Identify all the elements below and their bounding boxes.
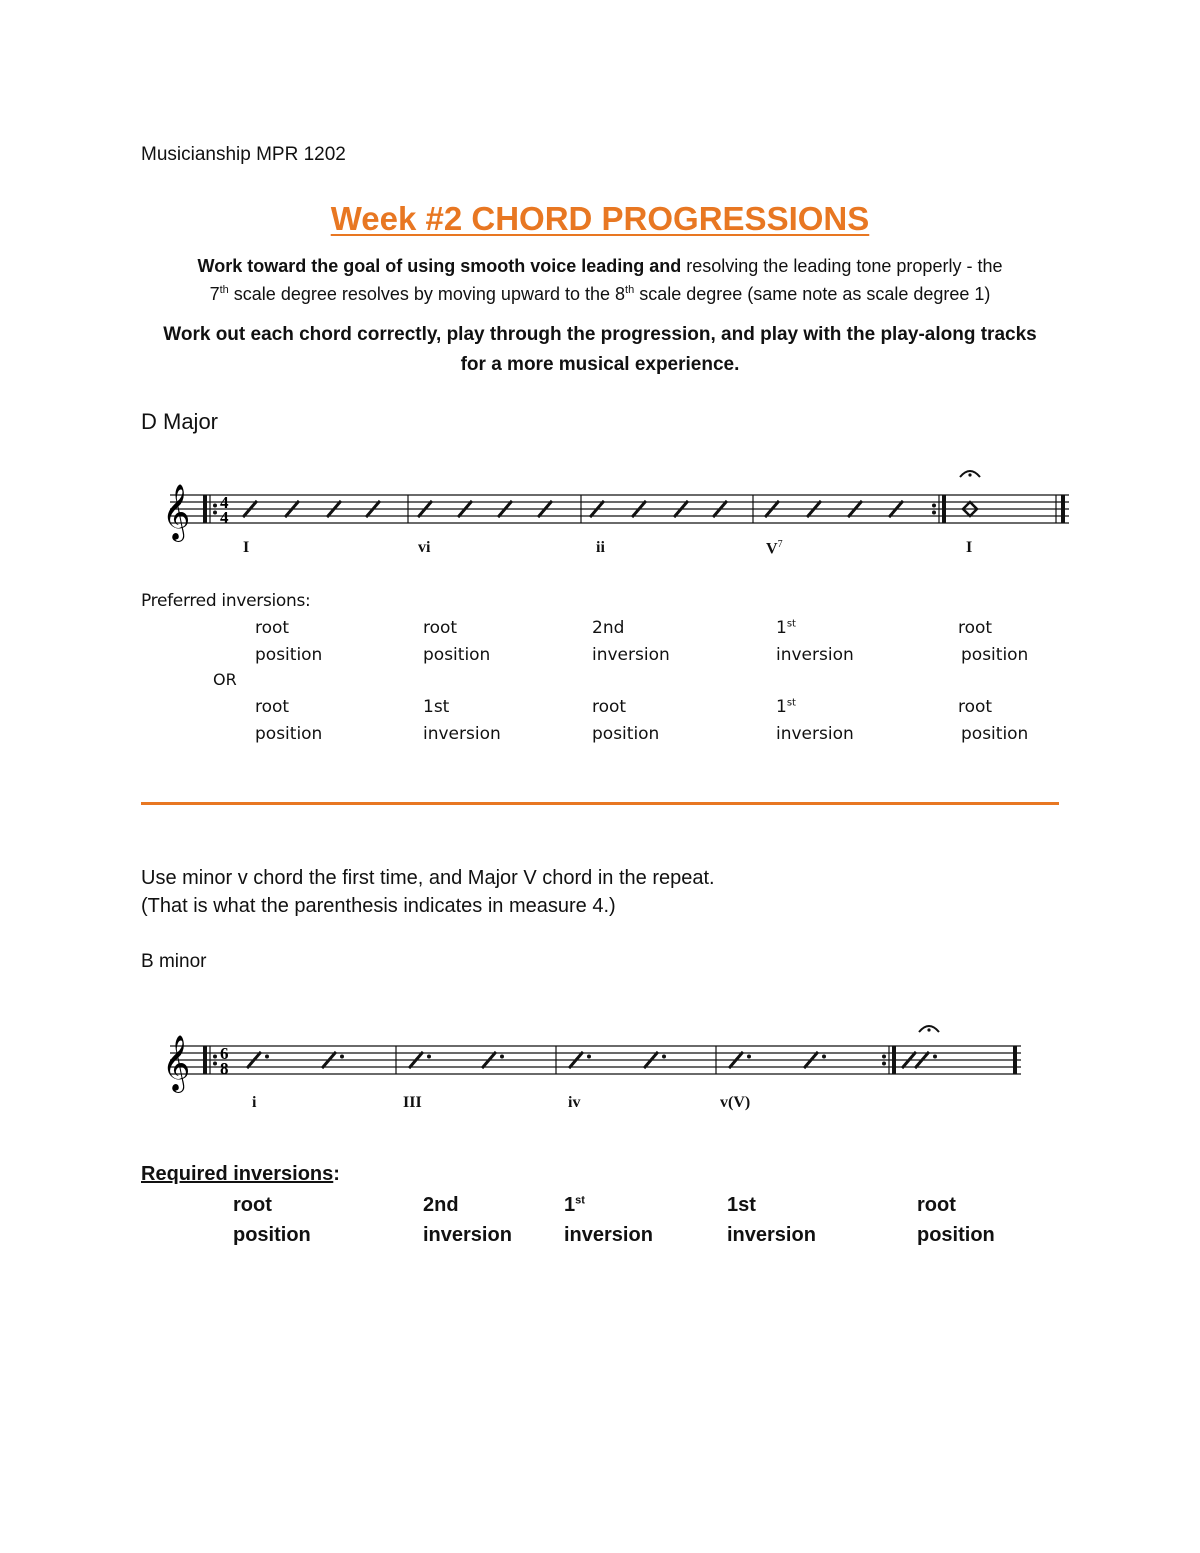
chord-2: vi xyxy=(418,539,431,556)
required-cell: root position xyxy=(233,1194,311,1246)
required-inversions-label: Required inversions: xyxy=(141,1163,340,1185)
staff-d-major xyxy=(160,462,1080,542)
chord-4: $V^7$ xyxy=(766,539,783,558)
or-label: OR xyxy=(213,670,237,689)
minor-major-note: Use minor v chord the first time, and Major V chord in the repeat. (That is what the parenthesis indicates in measure 4.) xyxy=(141,867,715,917)
fermata-icon xyxy=(960,471,980,477)
instructions-text: Work out each chord correctly, play through the progression, and play with the play-along tracks for a more musical experience. xyxy=(163,324,1037,375)
pref2-cell: root position xyxy=(592,697,660,744)
fermata-icon xyxy=(919,1026,939,1032)
time-sig-top: 6 xyxy=(220,1044,229,1063)
pref2-cell: root position xyxy=(958,697,1029,744)
staff-lines xyxy=(170,495,1069,523)
final-barline-thick xyxy=(1061,495,1065,523)
key-heading-d-major: D Major xyxy=(141,409,219,434)
preferred-inversions-label: Preferred inversions: xyxy=(141,591,311,611)
chord-1: i xyxy=(252,1094,257,1111)
final-barline-thick xyxy=(1013,1046,1017,1074)
treble-clef-icon: 𝄞 xyxy=(162,484,191,540)
required-cell: root position xyxy=(917,1194,995,1246)
pref1-cell: root position xyxy=(255,618,323,665)
chord-5: I xyxy=(966,539,973,556)
chord-4: v(V) xyxy=(720,1094,751,1111)
key-heading-b-minor: B minor xyxy=(141,951,207,972)
chord-1: I xyxy=(243,539,250,556)
section-divider xyxy=(141,802,1059,805)
required-cell: 1st inversion xyxy=(564,1194,653,1246)
pref2-cell: root position xyxy=(255,697,323,744)
required-cell: 1st inversion xyxy=(727,1194,816,1246)
staff-svg xyxy=(160,1013,1030,1098)
course-name: Musicianship MPR 1202 xyxy=(141,144,346,165)
pref2-cell: 1st inversion xyxy=(776,697,854,744)
pref1-cell: 1st inversion xyxy=(776,618,854,665)
required-cell: 2nd inversion xyxy=(423,1194,512,1246)
staff-b-minor xyxy=(160,1013,1030,1098)
intro-text: Work toward the goal of using smooth voice leading and resolving the leading tone properly - the 7th scale degree resolves by moving upward to the 8th scale degree (same note as scale degree 1) xyxy=(197,256,1003,304)
chord-3: iv xyxy=(568,1094,581,1111)
time-sig-top: 4 xyxy=(220,493,229,512)
staff-svg xyxy=(160,462,1080,542)
dotted-rhythm-dots xyxy=(265,1055,937,1059)
pref1-cell: root position xyxy=(958,618,1029,665)
treble-clef-icon: 𝄞 xyxy=(162,1035,191,1091)
chord-2: III xyxy=(403,1094,422,1111)
pref2-cell: 1st inversion xyxy=(423,697,501,744)
chord-3: ii xyxy=(596,539,605,556)
pref1-cell: root position xyxy=(423,618,491,665)
time-sig-bottom: 8 xyxy=(220,1059,229,1078)
time-sig-bottom: 4 xyxy=(220,508,229,527)
page-title: Week #2 CHORD PROGRESSIONS xyxy=(330,200,870,237)
pref1-cell: 2nd inversion xyxy=(592,618,670,665)
